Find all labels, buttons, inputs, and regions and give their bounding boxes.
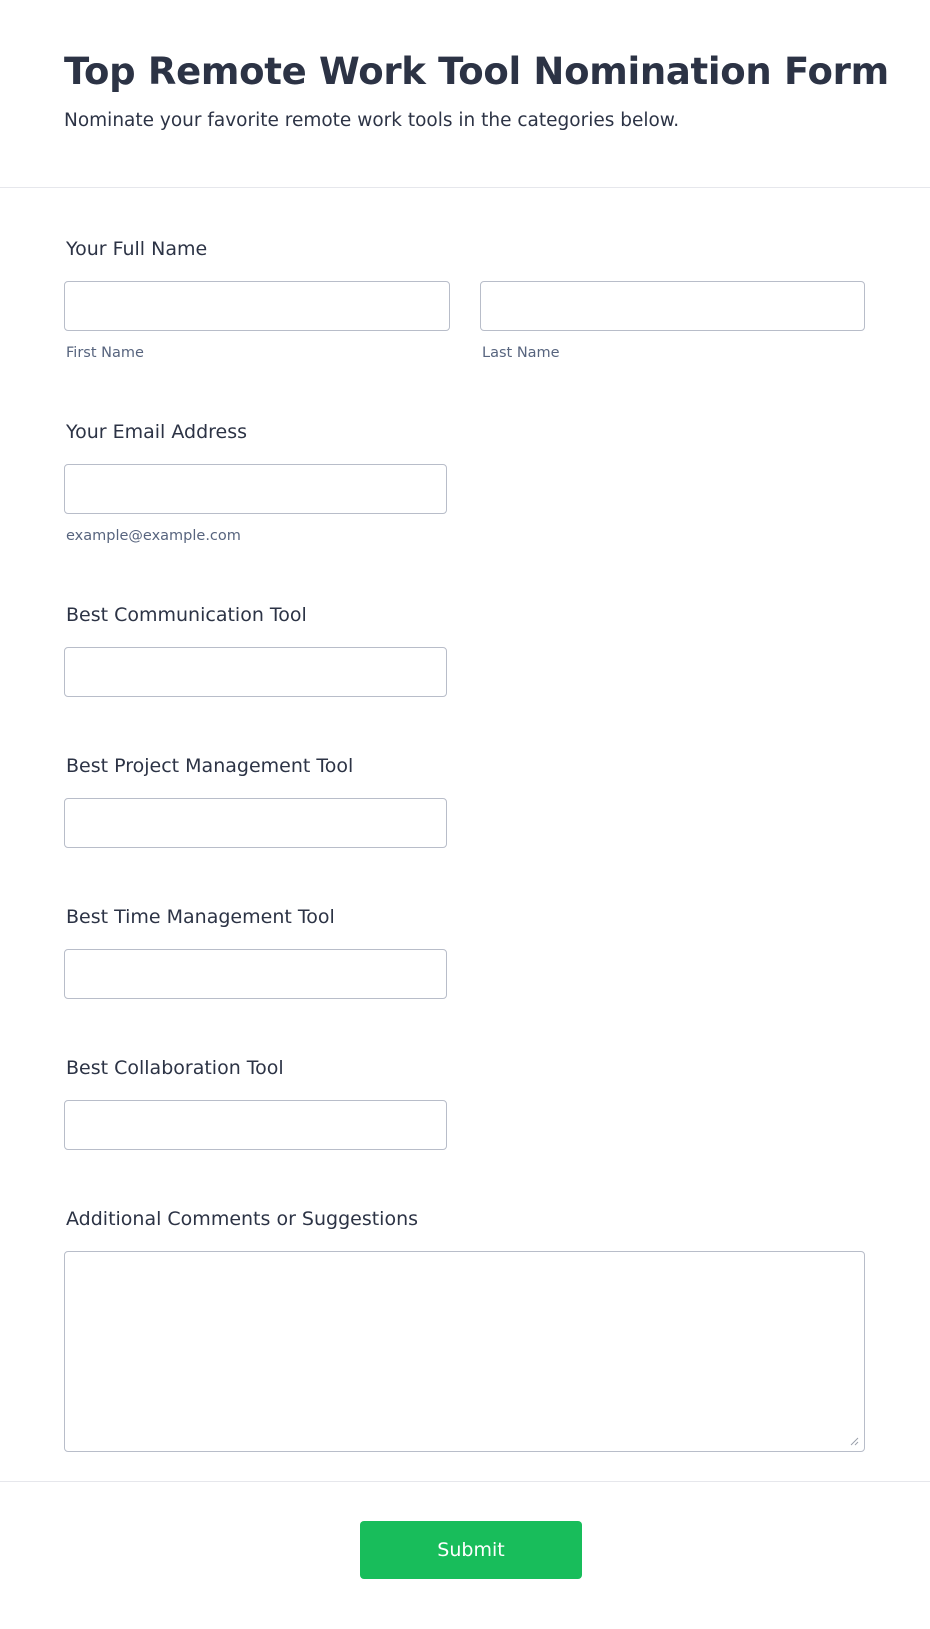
last-name-input[interactable] [480, 281, 865, 331]
form-header [0, 0, 930, 188]
communication-tool-label: Best Communication Tool [66, 604, 307, 626]
email-label: Your Email Address [66, 421, 248, 443]
form-subtitle: Nominate your favorite remote work tools in the categories below. [64, 110, 680, 131]
comments-textarea[interactable] [64, 1251, 865, 1452]
first-name-sublabel: First Name [66, 345, 144, 361]
form-title: Top Remote Work Tool Nomination Form [64, 50, 889, 93]
full-name-label: Your Full Name [66, 238, 208, 260]
collaboration-tool-input[interactable] [64, 1100, 447, 1150]
time-management-tool-label: Best Time Management Tool [66, 906, 335, 928]
submit-button[interactable]: Submit [360, 1521, 582, 1579]
resize-grip-icon[interactable] [849, 1436, 859, 1446]
email-sublabel: example@example.com [66, 528, 241, 544]
last-name-sublabel: Last Name [482, 345, 560, 361]
comments-label: Additional Comments or Suggestions [66, 1208, 419, 1230]
project-management-tool-label: Best Project Management Tool [66, 755, 354, 777]
email-input[interactable] [64, 464, 447, 514]
collaboration-tool-label: Best Collaboration Tool [66, 1057, 284, 1079]
first-name-input[interactable] [64, 281, 450, 331]
project-management-tool-input[interactable] [64, 798, 447, 848]
communication-tool-input[interactable] [64, 647, 447, 697]
time-management-tool-input[interactable] [64, 949, 447, 999]
